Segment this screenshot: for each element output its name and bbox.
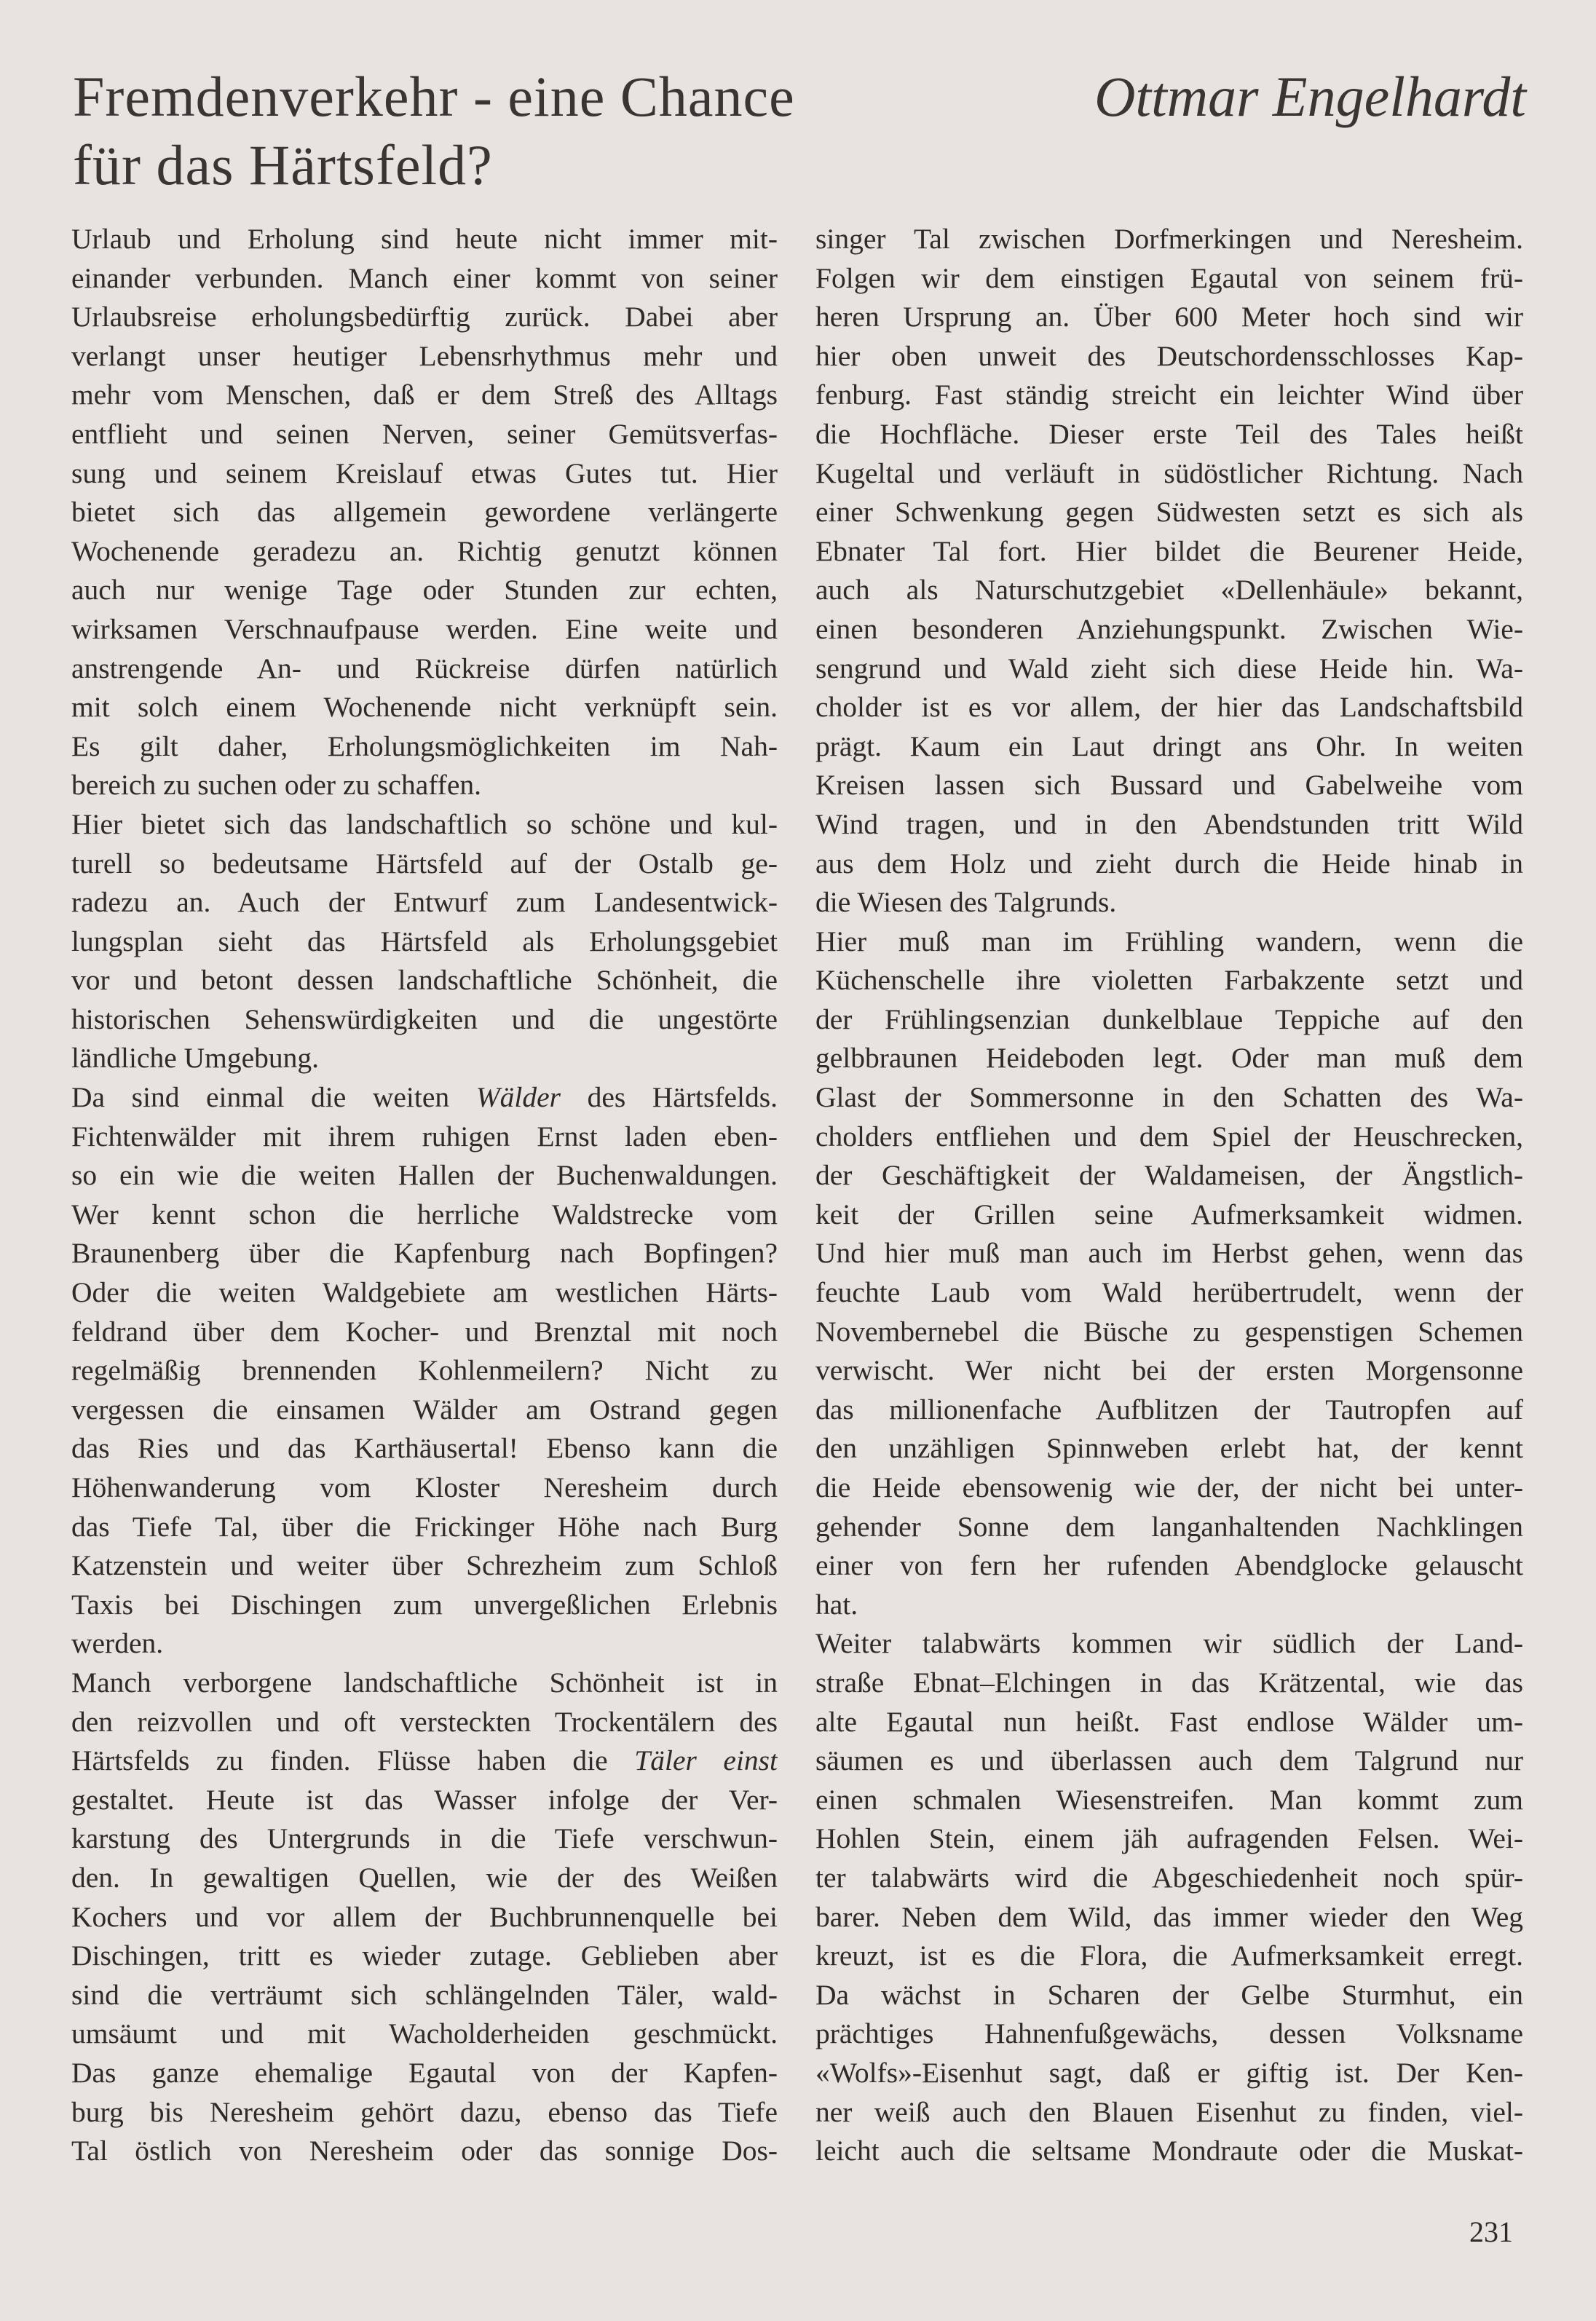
text-line: ner weiß auch den Blauen Eisenhut zu finden, viel- (815, 2095, 1523, 2128)
text-line: gelbbraunen Heideboden legt. Oder man muß dem (815, 1042, 1523, 1075)
text-line: hat. (815, 1588, 858, 1621)
text-line: einen besonderen Anziehungspunkt. Zwischen Wie- (815, 612, 1523, 645)
text-line: turell so bedeutsame Härtsfeld auf der Ostalb ge- (71, 847, 778, 879)
text-line: den. In gewaltigen Quellen, wie der des Weißen (71, 1861, 778, 1894)
text-line: ter talabwärts wird die Abgeschiedenheit noch spür- (815, 1861, 1523, 1894)
text-line: Hier muß man im Frühling wandern, wenn die (815, 925, 1523, 957)
text-line: Dischingen, tritt es wieder zutage. Geblieben aber (71, 1940, 778, 1972)
text-line: Urlaubsreise erholungsbedürftig zurück. Dabei aber (71, 301, 778, 333)
text-line: verlangt unser heutiger Lebensrhythmus mehr und (71, 339, 778, 372)
text-line: sengrund und Wald zieht sich diese Heide hin. Wa- (815, 652, 1523, 684)
text-line: verwischt. Wer nicht bei der ersten Morgensonne (815, 1354, 1523, 1387)
text-line: vor und betont dessen landschaftliche Schönheit, die (71, 964, 778, 997)
text-line: so ein wie die weiten Hallen der Buchenwaldungen. (71, 1159, 778, 1192)
text-line: prägt. Kaum ein Laut dringt ans Ohr. In weiten (815, 729, 1523, 762)
text-line: einer Schwenkung gegen Südwesten setzt es sich als (815, 496, 1523, 529)
text-line: Fichtenwälder mit ihrem ruhigen Ernst laden eben- (71, 1120, 778, 1152)
text-line: bereich zu suchen oder zu schaffen. (71, 769, 481, 802)
text-line: Und hier muß man auch im Herbst gehen, wenn das (815, 1237, 1523, 1270)
text-line: Kugeltal und verläuft in südöstlicher Richtung. Nach (815, 456, 1523, 489)
text-line: Tal östlich von Neresheim oder das sonnige Dos- (71, 2135, 778, 2167)
text-line: auch als Naturschutzgebiet «Dellenhäule» bekannt, (815, 574, 1523, 606)
text-line: der Frühlingsenzian dunkelblaue Teppiche auf den (815, 1003, 1523, 1035)
text-line: Braunenberg über die Kapfenburg nach Bopfingen? (71, 1237, 778, 1270)
page-number: 231 (1469, 2215, 1513, 2248)
text-line: Urlaub und Erholung sind heute nicht immer mit- (71, 223, 778, 255)
text-line: umsäumt und mit Wacholderheiden geschmückt. (71, 2017, 778, 2050)
text-line: das millionenfache Aufblitzen der Tautropfen auf (815, 1393, 1523, 1426)
text-line: der Geschäftigkeit der Waldameisen, der Ängstlich- (815, 1159, 1523, 1192)
text-line: leicht auch die seltsame Mondraute oder die Muskat- (815, 2135, 1523, 2167)
text-line: feldrand über dem Kocher- und Brenztal mit noch (71, 1315, 778, 1348)
article-title-line-2: für das Härtsfeld? (73, 133, 493, 197)
text-line: Wochenende geradezu an. Richtig genutzt können (71, 534, 778, 567)
right-text-column (815, 220, 1523, 2171)
text-line: gehender Sonne dem langanhaltenden Nachklingen (815, 1510, 1523, 1543)
text-line: heren Ursprung an. Über 600 Meter hoch sind wir (815, 301, 1523, 333)
text-line: anstrengende An- und Rückreise dürfen natürlich (71, 652, 778, 684)
text-line: Hohlen Stein, einem jäh aufragenden Felsen. Wei- (815, 1822, 1523, 1855)
text-line: Weiter talabwärts kommen wir südlich der Land- (815, 1627, 1523, 1660)
text-line: Manch verborgene landschaftliche Schönheit ist in (71, 1666, 778, 1699)
text-line: das Tiefe Tal, über die Frickinger Höhe nach Burg (71, 1510, 778, 1543)
text-line: Kreisen lassen sich Bussard und Gabelweihe vom (815, 769, 1523, 802)
text-line: mit solch einem Wochenende nicht verknüpft sein. (71, 691, 778, 724)
text-line: Oder die weiten Waldgebiete am westlichen Härts- (71, 1276, 778, 1309)
text-line: cholder ist es vor allem, der hier das Landschaftsbild (815, 691, 1523, 724)
text-line: Da sind einmal die weiten Wälder des Härtsfelds. (71, 1081, 778, 1114)
text-line: Kochers und vor allem der Buchbrunnenquelle bei (71, 1900, 778, 1933)
text-line: die Hochfläche. Dieser erste Teil des Tales heißt (815, 417, 1523, 450)
text-line: werden. (71, 1627, 164, 1660)
text-line: straße Ebnat–Elchingen in das Krätzental, wie das (815, 1666, 1523, 1699)
text-line: Glast der Sommersonne in den Schatten des Wa- (815, 1081, 1523, 1114)
text-line: lungsplan sieht das Härtsfeld als Erholungsgebiet (71, 925, 778, 957)
text-line: einander verbunden. Manch einer kommt von seiner (71, 261, 778, 294)
text-line: radezu an. Auch der Entwurf zum Landesentwick- (71, 886, 778, 919)
text-line: Härtsfelds zu finden. Flüsse haben die Täler einst (71, 1744, 778, 1777)
text-line: cholders entfliehen und dem Spiel der Heuschrecken, (815, 1120, 1523, 1152)
text-line: singer Tal zwischen Dorfmerkingen und Neresheim. (815, 223, 1523, 255)
text-line: historischen Sehenswürdigkeiten und die ungestörte (71, 1003, 778, 1035)
text-line: burg bis Neresheim gehört dazu, ebenso das Tiefe (71, 2095, 778, 2128)
text-line: Da wächst in Scharen der Gelbe Sturmhut, ein (815, 1978, 1523, 2011)
text-line: entflieht und seinen Nerven, seiner Gemütsverfas- (71, 417, 778, 450)
text-line: wirksamen Verschnaufpause werden. Eine weite und (71, 612, 778, 645)
text-line: Novembernebel die Büsche zu gespenstigen Schemen (815, 1315, 1523, 1348)
text-line: Wind tragen, und in den Abendstunden tritt Wild (815, 807, 1523, 840)
text-line: vergessen die einsamen Wälder am Ostrand gegen (71, 1393, 778, 1426)
text-line: Folgen wir dem einstigen Egautal von seinem frü- (815, 261, 1523, 294)
text-line: mehr vom Menschen, daß er dem Streß des Alltags (71, 379, 778, 411)
text-line: gestaltet. Heute ist das Wasser infolge der Ver- (71, 1783, 778, 1816)
text-line: aus dem Holz und zieht durch die Heide hinab in (815, 847, 1523, 879)
left-text-column (71, 220, 778, 2171)
text-line: Ebnater Tal fort. Hier bildet die Beurener Heide, (815, 534, 1523, 567)
text-line: Taxis bei Dischingen zum unvergeßlichen Erlebnis (71, 1588, 778, 1621)
text-line: barer. Neben dem Wild, das immer wieder den Weg (815, 1900, 1523, 1933)
text-line: den reizvollen und oft versteckten Trockentälern des (71, 1705, 778, 1738)
text-line: Das ganze ehemalige Egautal von der Kapfen- (71, 2056, 778, 2089)
text-line: «Wolfs»-Eisenhut sagt, daß er giftig ist. Der Ken- (815, 2056, 1523, 2089)
text-line: Hier bietet sich das landschaftlich so schöne und kul- (71, 807, 778, 840)
text-line: prächtiges Hahnenfußgewächs, dessen Volksname (815, 2017, 1523, 2050)
text-line: sung und seinem Kreislauf etwas Gutes tut. Hier (71, 456, 778, 489)
text-line: die Wiesen des Talgrunds. (815, 886, 1117, 919)
text-line: hier oben unweit des Deutschordensschlosses Kap- (815, 339, 1523, 372)
text-line: das Ries und das Karthäusertal! Ebenso kann die (71, 1432, 778, 1465)
article-author: Ottmar Engelhardt (1094, 65, 1526, 128)
text-line: keit der Grillen seine Aufmerksamkeit widmen. (815, 1198, 1523, 1230)
text-line: einen schmalen Wiesenstreifen. Man kommt zum (815, 1783, 1523, 1816)
text-line: einer von fern her rufenden Abendglocke gelauscht (815, 1549, 1523, 1582)
italic-emphasis: Täler einst (634, 1744, 778, 1777)
article-title-line-1: Fremdenverkehr - eine Chance (73, 65, 795, 128)
text-line: säumen es und überlassen auch dem Talgrund nur (815, 1744, 1523, 1777)
italic-emphasis: Wälder (475, 1081, 561, 1114)
text-line: Höhenwanderung vom Kloster Neresheim durch (71, 1471, 778, 1503)
text-line: Es gilt daher, Erholungsmöglichkeiten im Nah- (71, 729, 778, 762)
text-line: ländliche Umgebung. (71, 1042, 320, 1075)
text-line: die Heide ebensowenig wie der, der nicht bei unter- (815, 1471, 1523, 1503)
text-line: den unzähligen Spinnweben erlebt hat, der kennt (815, 1432, 1523, 1465)
text-line: auch nur wenige Tage oder Stunden zur echten, (71, 574, 778, 606)
text-line: kreuzt, ist es die Flora, die Aufmerksamkeit erregt. (815, 1940, 1523, 1972)
text-line: Katzenstein und weiter über Schrezheim zum Schloß (71, 1549, 778, 1582)
text-line: Küchenschelle ihre violetten Farbakzente setzt und (815, 964, 1523, 997)
text-line: alte Egautal nun heißt. Fast endlose Wälder um- (815, 1705, 1523, 1738)
text-line: regelmäßig brennenden Kohlenmeilern? Nicht zu (71, 1354, 778, 1387)
text-line: fenburg. Fast ständig streicht ein leichter Wind über (815, 379, 1523, 411)
text-line: feuchte Laub vom Wald herübertrudelt, wenn der (815, 1276, 1523, 1309)
text-line: sind die verträumt sich schlängelnden Täler, wald- (71, 1978, 778, 2011)
text-line: bietet sich das allgemein gewordene verlängerte (71, 496, 778, 529)
text-line: karstung des Untergrunds in die Tiefe verschwun- (71, 1822, 778, 1855)
text-line: Wer kennt schon die herrliche Waldstrecke vom (71, 1198, 778, 1230)
article-title (73, 63, 990, 199)
